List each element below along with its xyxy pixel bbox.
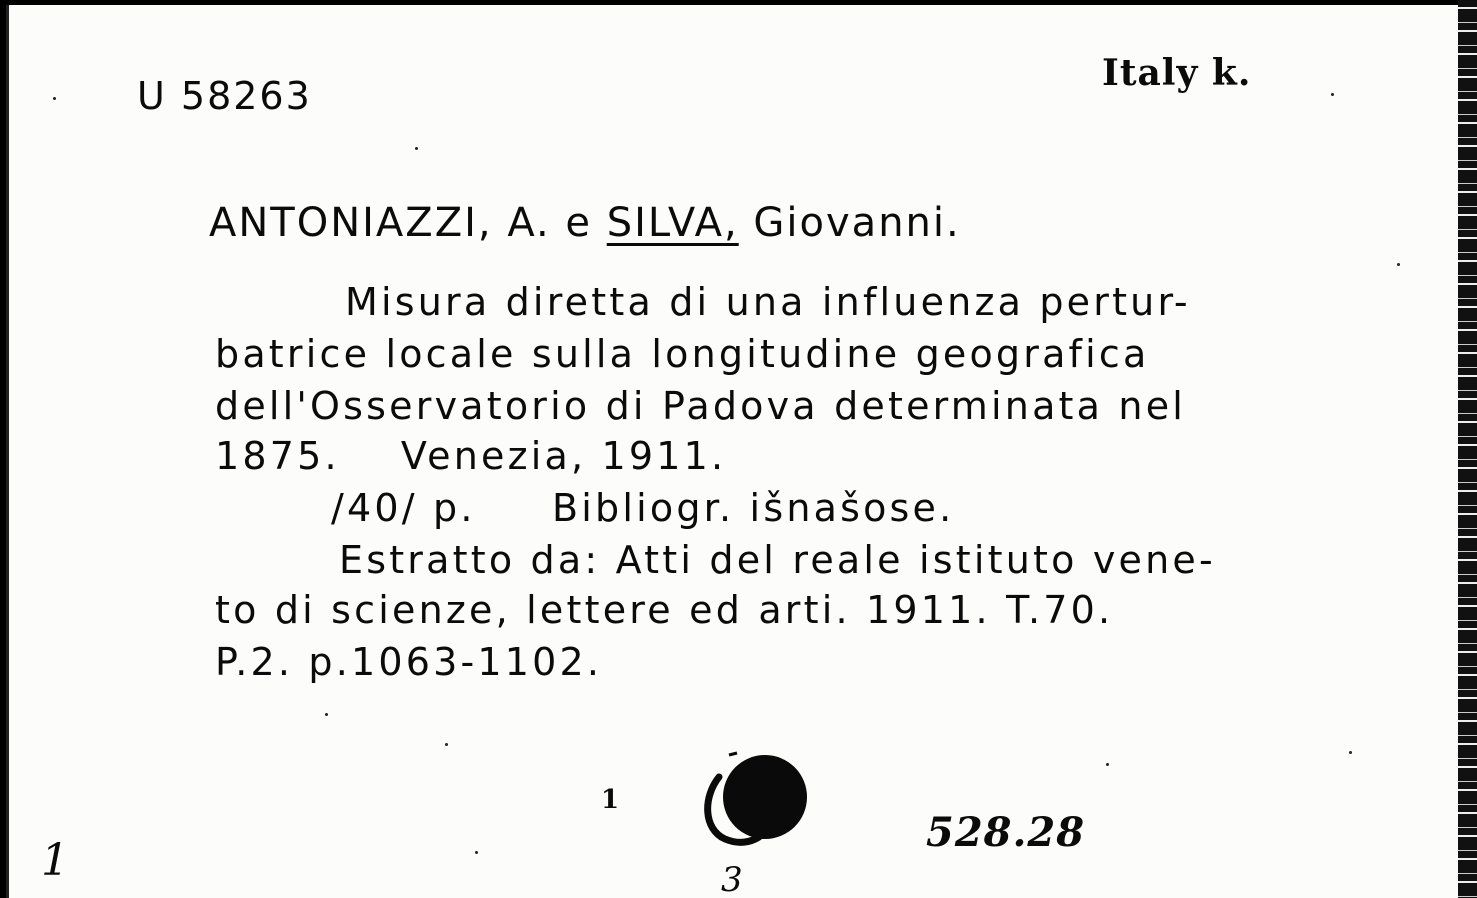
title-line-1: Misura diretta di una influenza pertur- bbox=[345, 280, 1191, 324]
source-note-line-2: to di scienze, lettere ed arti. 1911. T.70. bbox=[215, 588, 1114, 632]
bottom-number: 3 bbox=[721, 860, 743, 898]
speck bbox=[475, 851, 478, 854]
title-line-3: dell'Osservatorio di Padova determinata nel bbox=[215, 384, 1187, 428]
source-note-line-3: P.2. p.1063-1102. bbox=[215, 640, 603, 684]
source-note-line-1: Estratto da: Atti del reale istituto vene- bbox=[339, 538, 1216, 582]
author-given-name: Giovanni. bbox=[753, 200, 961, 246]
margin-number: 1 bbox=[41, 835, 69, 886]
catalog-card bbox=[6, 5, 1459, 898]
speck bbox=[325, 713, 328, 716]
library-stamp-icon bbox=[689, 747, 829, 857]
speck bbox=[1349, 751, 1352, 754]
speck bbox=[1331, 93, 1334, 96]
classification-mark: 528.28 bbox=[926, 809, 1086, 856]
title-line-2: batrice locale sulla longitudine geografica bbox=[215, 332, 1150, 376]
speck bbox=[1106, 763, 1109, 766]
speck bbox=[53, 97, 56, 100]
copy-number: 1 bbox=[601, 785, 620, 815]
speck bbox=[445, 743, 448, 746]
card-edge bbox=[1458, 0, 1477, 898]
country-heading: Italy k. bbox=[1102, 52, 1252, 94]
author-secondary: SILVA, bbox=[606, 200, 739, 246]
imprint-line: 1875. Venezia, 1911. bbox=[215, 434, 727, 478]
collation-line: /40/ p. Bibliogr. išnašose. bbox=[331, 486, 955, 530]
speck bbox=[1397, 263, 1400, 266]
call-number: U 58263 bbox=[137, 74, 312, 118]
author-line bbox=[209, 200, 961, 246]
speck bbox=[415, 147, 418, 150]
author-primary: ANTONIAZZI, A. e bbox=[209, 200, 593, 246]
